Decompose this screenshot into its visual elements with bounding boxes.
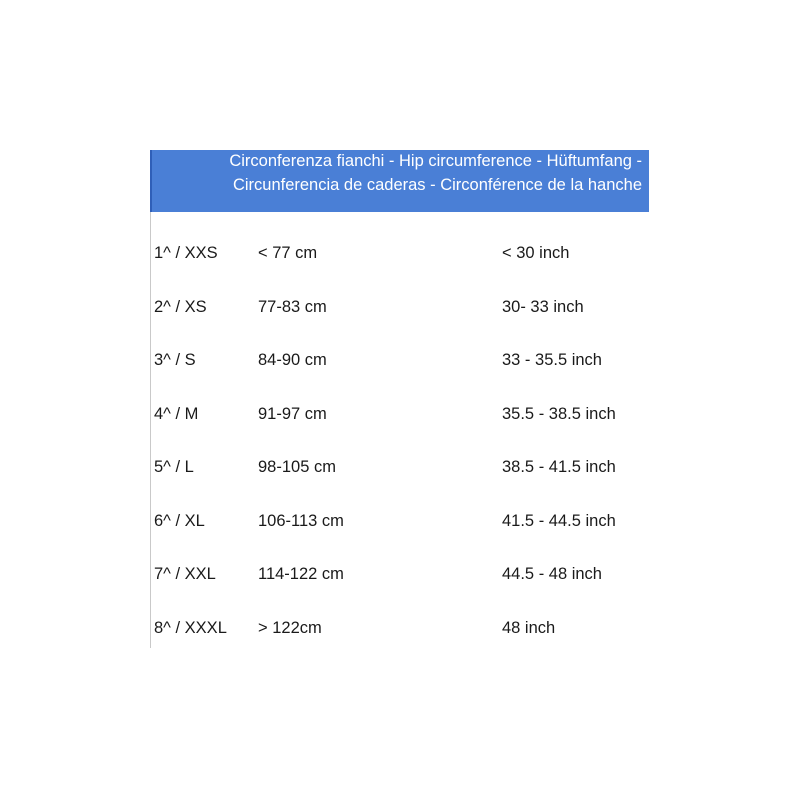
inch-value: 41.5 - 44.5 inch [502,512,616,530]
inch-value: < 30 inch [502,244,570,262]
cm-value: > 122cm [258,619,322,637]
inch-value: 30- 33 inch [502,298,584,316]
table-row [150,292,649,322]
size-label: 8^ / XXXL [154,619,227,637]
cm-value: 91-97 cm [258,405,327,423]
table-row [150,506,649,536]
header-title-line-1: Circonferenza fianchi - Hip circumference - Hüftumfang - [229,152,642,170]
table-row [150,399,649,429]
cm-value: 114-122 cm [258,565,344,583]
inch-value: 44.5 - 48 inch [502,565,602,583]
inch-value: 38.5 - 41.5 inch [502,458,616,476]
size-label: 3^ / S [154,351,196,369]
size-label: 6^ / XL [154,512,205,530]
size-label: 4^ / M [154,405,199,423]
table-row [150,238,649,268]
inch-value: 33 - 35.5 inch [502,351,602,369]
inch-value: 48 inch [502,619,556,637]
cm-value: 84-90 cm [258,351,327,369]
table-row [150,345,649,375]
cm-value: 77-83 cm [258,298,327,316]
size-label: 2^ / XS [154,298,207,316]
size-label: 1^ / XXS [154,244,218,262]
cm-value: 98-105 cm [258,458,336,476]
size-label: 7^ / XXL [154,565,216,583]
size-label: 5^ / L [154,458,194,476]
table-header [150,150,649,212]
table-row [150,613,649,643]
header-title-line-2: Circunferencia de caderas - Circonférence de la hanche [232,176,642,194]
cm-value: 106-113 cm [258,512,344,530]
table-row [150,452,649,482]
cm-value: < 77 cm [258,244,318,262]
inch-value: 35.5 - 38.5 inch [502,405,616,423]
table-row [150,559,649,589]
